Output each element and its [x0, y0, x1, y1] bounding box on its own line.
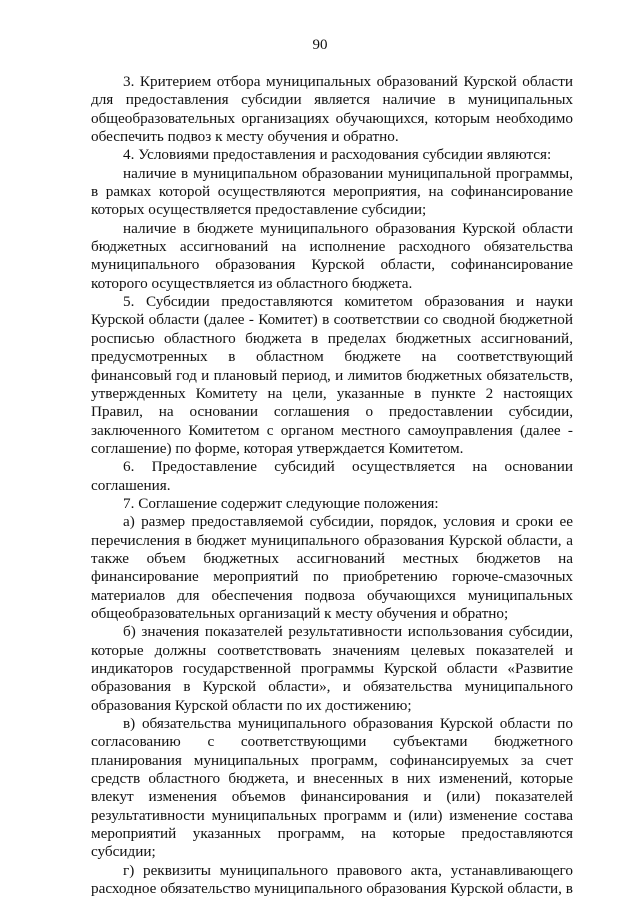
paragraph-4-condition-program: наличие в муниципальном образовании муниципальной программы, в рамках которой осуществляются мероприятия, на софинансирование которых осуществляется предоставление субсидии;	[91, 164, 573, 219]
document-body	[91, 73, 573, 898]
paragraph-5-subsidy-provision: 5. Субсидии предоставляются комитетом образования и науки Курской области (далее - Комитет) в соответствии со сводной бюджетной росписью областного бюджета в пределах бюджетных ассигнований, предусмотренных в областном бюджете на соответствующий финансовый год и плановый период, и лимитов бюджетных обязательств, утвержденных Комитету на цели, указанные в пункте 2 настоящих Правил, на основании соглашения о предоставлении субсидии, заключенного Комитетом с органом местного самоуправления (далее - соглашение) по форме, которая утверждается Комитетом.	[91, 293, 573, 457]
paragraph-4-condition-budget: наличие в бюджете муниципального образования Курской области бюджетных ассигнований на исполнение расходного обязательства муниципального образования Курской области, софинансирование которого осуществляется из областного бюджета.	[91, 219, 573, 292]
paragraph-7b: б) значения показателей результативности использования субсидии, которые должны соответствовать значениям целевых показателей и индикаторов государственной программы Курской области «Развитие образования в Курской области», и обязательства муниципального образования Курской области по их достижению;	[91, 623, 573, 714]
paragraph-6-agreement-basis: 6. Предоставление субсидий осуществляется на основании соглашения.	[91, 458, 573, 494]
paragraph-7c: в) обязательства муниципального образования Курской области по согласованию с соответствующими субъектами бюджетного планирования муниципальных программ, софинансируемых за счет средств областного бюджета, и внесенных в них изменений, которые влекут изменения объемов финансирования и (или) показателей результативности муниципальных программ и (или) изменение состава мероприятий указанных программ, на которые предоставляются субсидии;	[91, 715, 573, 861]
paragraph-4-conditions-heading: 4. Условиями предоставления и расходования субсидии являются:	[123, 146, 552, 164]
paragraph-7d: г) реквизиты муниципального правового акта, устанавливающего расходное обязательство муниципального образования Курской области, в	[91, 861, 573, 898]
paragraph-7-agreement-contents: 7. Соглашение содержит следующие положения:	[123, 494, 439, 512]
paragraph-7a: а) размер предоставляемой субсидии, порядок, условия и сроки ее перечисления в бюджет муниципального образования Курской области, а также объем бюджетных ассигнований местных бюджетов на финансирование мероприятий по приобретению горюче-смазочных материалов для обеспечения подвоза обучающихся муниципальных общеобразовательных организаций к месту обучения и обратно;	[91, 513, 573, 622]
page-number: 90	[312, 37, 328, 53]
paragraph-3-selection-criterion: 3. Критерием отбора муниципальных образований Курской области для предоставления субсидии является наличие в муниципальных общеобразовательных организациях обучающихся, которым необходимо обеспечить подвоз к месту обучения и обратно.	[91, 73, 573, 146]
